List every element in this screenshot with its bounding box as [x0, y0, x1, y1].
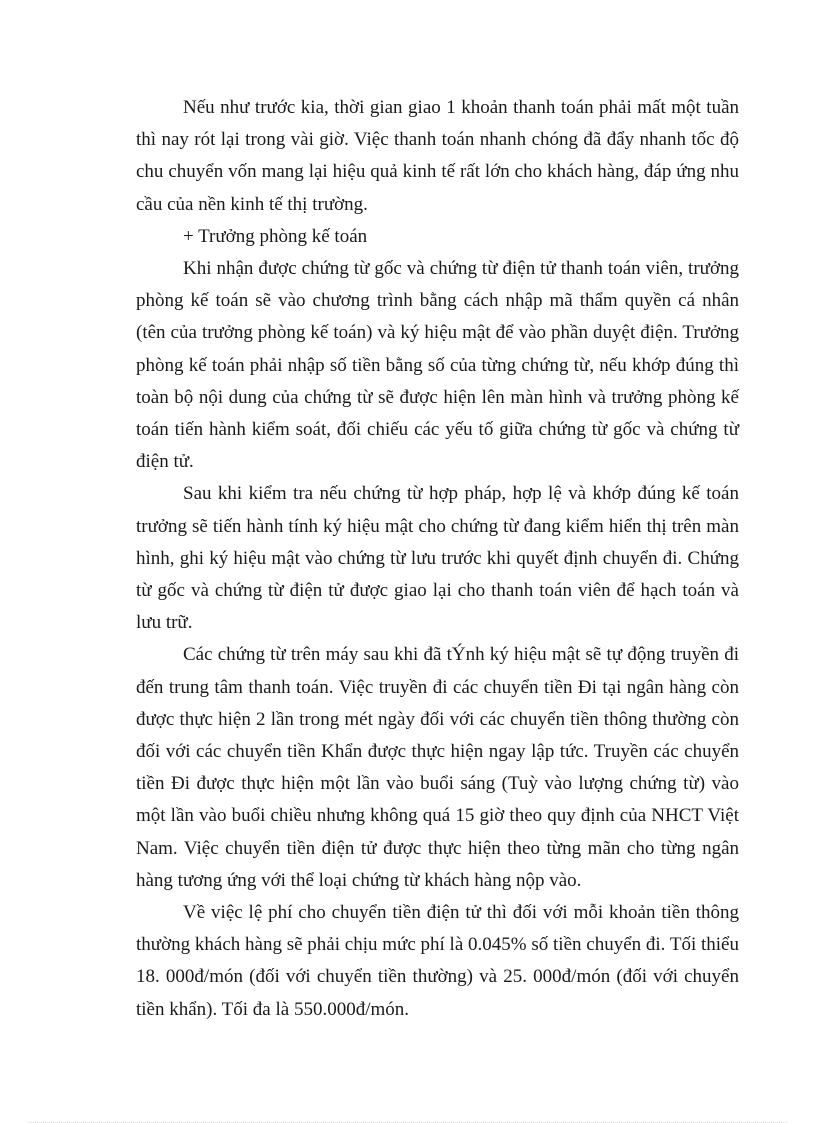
paragraph-chief-accountant-review: Khi nhận được chứng từ gốc và chứng từ điện tử thanh toán viên, trưởng phòng kế toán sẽ vào chương trình bằng cách nhập mã thẩm quyền cá nhân (tên của trưởng phòng kế toán) và ký hiệu mật để vào phần duyệt điện. Trưởng phòng kế toán phải nhập số tiền bằng số của từng chứng từ, nếu khớp đúng thì toàn bộ nội dung của chứng từ sẽ được hiện lên màn hình và trưởng phòng kế toán tiến hành kiểm soát, đối chiếu các yếu tố giữa chứng từ gốc và chứng từ điện tử. [136, 258, 739, 473]
page-content [136, 92, 739, 1026]
paragraph-fees: Về việc lệ phí cho chuyển tiền điện tử thì đối với mỗi khoản tiền thông thường khách hàng sẽ phải chịu mức phí là 0.045% số tiền chuyển đi. Tối thiểu 18. 000đ/món (đối với chuyển tiền thường) và 25. 000đ/món (đối với chuyển tiền khẩn). Tối đa là 550.000đ/món. [136, 902, 739, 1020]
section-heading-chief-accountant: + Trưởng phòng kế toán [183, 225, 368, 247]
paragraph-secret-code: Sau khi kiểm tra nếu chứng từ hợp pháp, hợp lệ và khớp đúng kế toán trưởng sẽ tiến hành tính ký hiệu mật cho chứng từ đang kiểm hiển thị trên màn hình, ghi ký hiệu mật vào chứng từ lưu trước khi quyết định chuyển đi. Chứng từ gốc và chứng từ điện tử được giao lại cho thanh toán viên để hạch toán và lưu trữ. [136, 483, 739, 634]
paragraph-fast-payment: Nếu như trước kia, thời gian giao 1 khoản thanh toán phải mất một tuần thì nay rót lại trong vài giờ. Việc thanh toán nhanh chóng đã đẩy nhanh tốc độ chu chuyển vốn mang lại hiệu quả kinh tế rất lớn cho khách hàng, đáp ứng nhu cầu của nền kinh tế thị trường. [136, 97, 739, 215]
paragraph-transmission: Các chứng từ trên máy sau khi đã tÝnh ký hiệu mật sẽ tự động truyền đi đến trung tâm thanh toán. Việc truyền đi các chuyển tiền Đi tại ngân hàng còn được thực hiện 2 lần trong mét ngày đối với các chuyển tiền thông thường còn đối với các chuyển tiền Khẩn được thực hiện ngay lập tức. Truyền các chuyển tiền Đi được thực hiện một lần vào buổi sáng (Tuỳ vào lượng chứng từ) vào một lần vào buổi chiều nhưng không quá 15 giờ theo quy định của NHCT Việt Nam. Việc chuyển tiền điện tử được thực hiện theo từng mãn cho từng ngân hàng tương ứng với thể loại chứng từ khách hàng nộp vào. [136, 644, 739, 891]
